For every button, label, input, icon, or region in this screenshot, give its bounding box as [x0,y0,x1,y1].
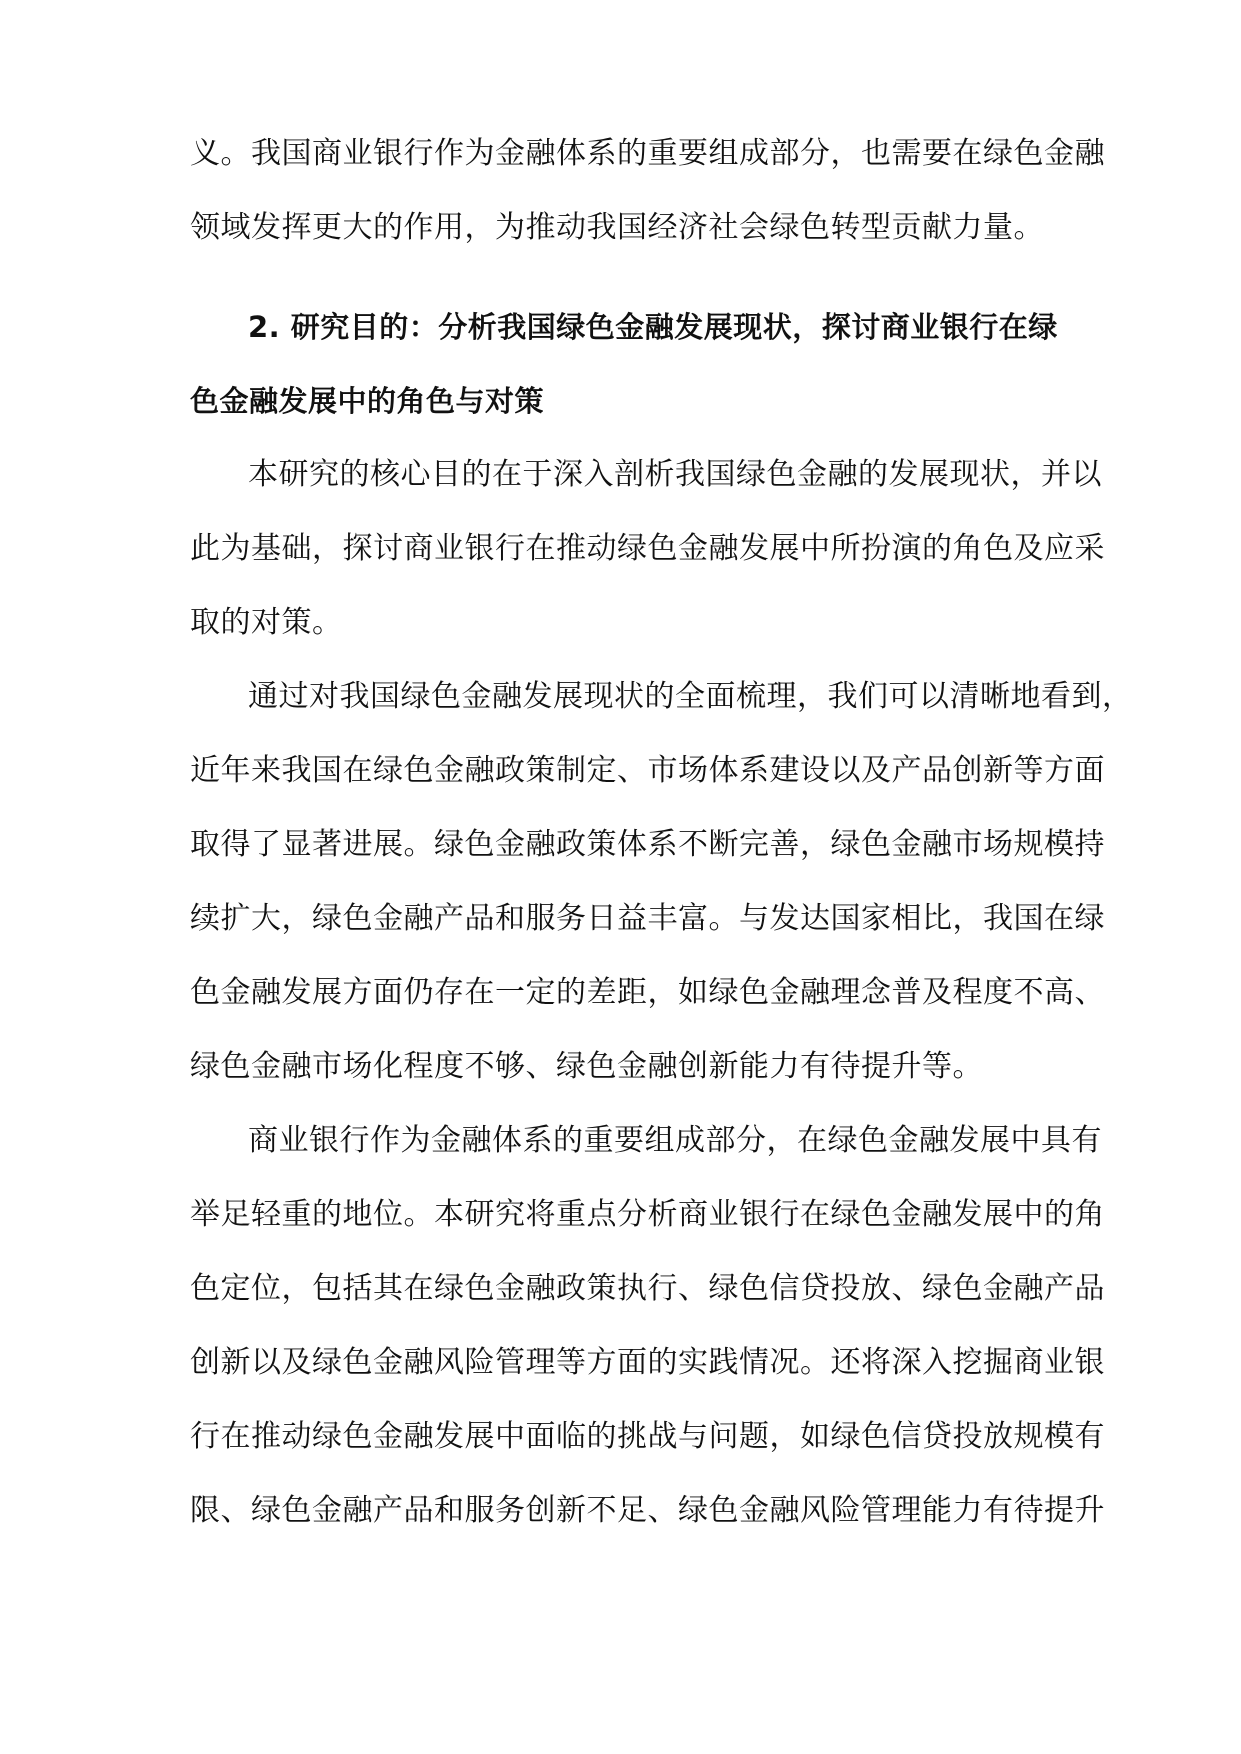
text-line: 本研究的核心目的在于深入剖析我国绿色金融的发展现状，并以 [248,457,1102,492]
text-line: 取得了显著进展。绿色金融政策体系不断完善，绿色金融市场规模持 [190,827,1105,862]
text-line: 取的对策。 [190,605,343,640]
text-line: 通过对我国绿色金融发展现状的全面梳理，我们可以清晰地看到， [248,679,1133,714]
text-line: 行在推动绿色金融发展中面临的挑战与问题，如绿色信贷投放规模有 [190,1419,1105,1454]
heading-line: 色金融发展中的角色与对策 [190,384,545,418]
document-body [190,117,1133,1548]
paragraph [190,660,1133,1104]
text-line: 限、绿色金融产品和服务创新不足、绿色金融风险管理能力有待提升 [190,1493,1105,1528]
heading-line: 2. 研究目的：分析我国绿色金融发展现状，探讨商业银行在绿 [248,310,1058,344]
text-line: 创新以及绿色金融风险管理等方面的实践情况。还将深入挖掘商业银 [190,1345,1105,1380]
text-line: 绿色金融市场化程度不够、绿色金融创新能力有待提升等。 [190,1049,983,1084]
text-line: 近年来我国在绿色金融政策制定、市场体系建设以及产品创新等方面 [190,753,1105,788]
text-line: 义。我国商业银行作为金融体系的重要组成部分，也需要在绿色金融 [190,136,1105,171]
section-heading [190,290,1070,438]
text-line: 色定位，包括其在绿色金融政策执行、绿色信贷投放、绿色金融产品 [190,1271,1105,1306]
paragraph-continuation [190,117,1105,265]
text-line: 续扩大，绿色金融产品和服务日益丰富。与发达国家相比，我国在绿 [190,901,1105,936]
text-line: 此为基础，探讨商业银行在推动绿色金融发展中所扮演的角色及应采 [190,531,1105,566]
text-line: 商业银行作为金融体系的重要组成部分，在绿色金融发展中具有 [248,1123,1102,1158]
text-line: 领域发挥更大的作用，为推动我国经济社会绿色转型贡献力量。 [190,210,1044,245]
text-line: 举足轻重的地位。本研究将重点分析商业银行在绿色金融发展中的角 [190,1197,1105,1232]
paragraph [190,438,1105,660]
paragraph [190,1104,1105,1548]
text-line: 色金融发展方面仍存在一定的差距，如绿色金融理念普及程度不高、 [190,975,1105,1010]
